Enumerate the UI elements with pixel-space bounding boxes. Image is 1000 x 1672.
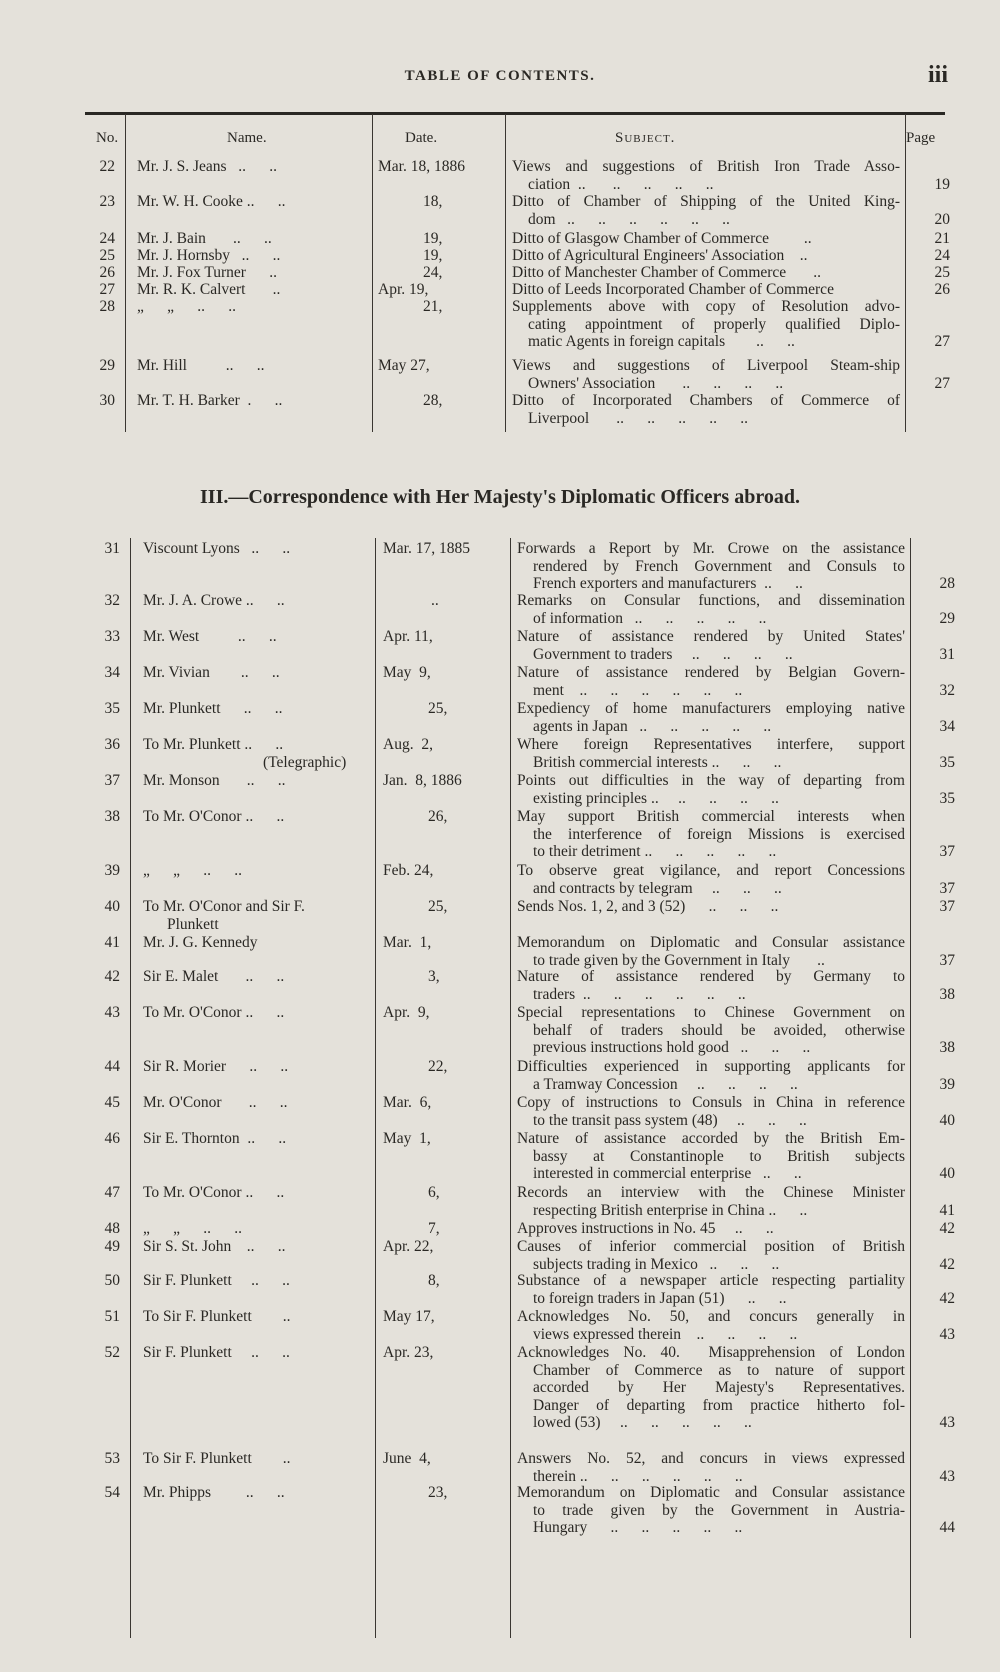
entry-subject-line: dom .. .. .. .. .. .. <box>528 210 730 228</box>
entry-number: 47 <box>104 1184 120 1201</box>
entry-date: 19, <box>423 247 443 264</box>
column-rule <box>510 538 511 1638</box>
entry-date: Feb. 24, <box>383 862 434 879</box>
entry-date: 18, <box>423 193 443 210</box>
entry-page: 32 <box>939 681 955 699</box>
entry-subject-line: Ditto of Glasgow Chamber of Commerce .. <box>512 230 812 247</box>
column-rule <box>905 114 906 432</box>
entry-number: 28 <box>99 298 115 315</box>
entry-date: 25, <box>428 898 448 915</box>
entry-page: 37 <box>939 843 955 860</box>
entry-date: .. <box>431 592 439 609</box>
entry-date: Jan. 8, 1886 <box>383 772 462 789</box>
entry-subject-line: lowed (53) .. .. .. .. .. <box>533 1414 752 1431</box>
entry-number: 25 <box>99 247 115 264</box>
column-header-date: Date. <box>405 130 438 146</box>
entry-subject-line: Chamber of Commerce as to nature of support <box>533 1361 905 1379</box>
entry-subject-line: Memorandum on Diplomatic and Consular assistance <box>517 1484 905 1501</box>
entry-name: Sir S. St. John .. .. <box>143 1238 286 1255</box>
entry-page: 38 <box>939 1039 955 1056</box>
entry-date: May 17, <box>383 1308 435 1325</box>
entry-number: 37 <box>104 772 120 789</box>
entry-date: 26, <box>428 808 448 825</box>
entry-number: 43 <box>104 1004 120 1021</box>
entry-subject-line: subjects trading in Mexico .. .. .. <box>533 1255 780 1273</box>
entry-page: 27 <box>934 333 950 350</box>
entry-date: Mar. 1, <box>383 934 432 951</box>
entry-name: Mr. J. Fox Turner .. <box>137 264 277 281</box>
entry-subject-line: rendered by French Government and Consuls to <box>533 557 905 575</box>
entry-subject-line: Where foreign Representatives interfere, support <box>517 736 905 753</box>
entry-number: 42 <box>104 968 120 985</box>
entry-number: 24 <box>99 230 115 247</box>
entry-subject-line: Ditto of Chamber of Shipping of the United King- <box>512 193 900 210</box>
entry-subject-line: the interference of foreign Missions is exercised <box>533 825 905 843</box>
entry-number: 44 <box>104 1058 120 1075</box>
entry-name: Mr. J. A. Crowe .. .. <box>143 592 285 609</box>
entry-name: „ „ .. .. <box>137 298 237 315</box>
entry-subject-line: bassy at Constantinople to British subjects <box>533 1147 905 1165</box>
entry-subject-line: Nature of assistance rendered by Germany to <box>517 968 905 985</box>
entry-subject-line: Views and suggestions of Liverpool Steam-ship <box>512 357 900 374</box>
entry-subject-line: and contracts by telegram .. .. .. <box>533 879 782 897</box>
entry-name: To Mr. O'Conor .. .. <box>143 808 285 825</box>
column-header-subject: Subject. <box>615 130 676 146</box>
entry-number: 46 <box>104 1130 120 1147</box>
entry-name-continued: (Telegraphic) <box>263 753 347 771</box>
column-header-name: Name. <box>227 130 267 146</box>
entry-subject-line: Approves instructions in No. 45 .. .. <box>517 1220 774 1237</box>
entry-name: To Mr. Plunkett .. .. <box>143 736 284 753</box>
entry-number: 41 <box>104 934 120 951</box>
entry-date: 23, <box>428 1484 448 1501</box>
entry-page: 26 <box>934 281 950 298</box>
entry-subject-line: Supplements above with copy of Resolution advo- <box>512 298 900 315</box>
entry-number: 29 <box>99 357 115 374</box>
entry-subject-line: a Tramway Concession .. .. .. .. <box>533 1075 798 1093</box>
entry-name: Mr. Vivian .. .. <box>143 664 280 681</box>
entry-subject-line: Acknowledges No. 50, and concurs generally in <box>517 1308 905 1325</box>
entry-page: 19 <box>934 175 950 193</box>
entry-subject-line: Government to traders .. .. .. .. <box>533 645 793 663</box>
entry-number: 26 <box>99 264 115 281</box>
entry-name: Mr. J. G. Kennedy <box>143 934 258 951</box>
entry-number: 35 <box>104 700 120 717</box>
entry-page: 43 <box>939 1325 955 1343</box>
column-header-page: Page <box>906 130 936 146</box>
entry-date: 3, <box>428 968 440 985</box>
entry-name: Viscount Lyons .. .. <box>143 540 291 557</box>
entry-number: 27 <box>99 281 115 298</box>
column-rule <box>125 114 126 432</box>
entry-subject-line: cating appointment of properly qualified Diplo- <box>528 315 900 333</box>
entry-subject-line: Nature of assistance rendered by United States' <box>517 628 905 645</box>
entry-page: 39 <box>939 1075 955 1093</box>
entry-date: Apr. 9, <box>383 1004 430 1021</box>
entry-number: 49 <box>104 1238 120 1255</box>
entry-subject-line: respecting British enterprise in China .. .. <box>533 1201 808 1219</box>
entry-subject-line: to their detriment .. .. .. .. .. <box>533 843 777 860</box>
entry-subject-line: Ditto of Incorporated Chambers of Commerce of <box>512 392 900 409</box>
entry-page: 42 <box>939 1289 955 1307</box>
entry-subject-line: Nature of assistance accorded by the British Em- <box>517 1130 905 1147</box>
entry-number: 53 <box>104 1450 120 1467</box>
entry-page: 31 <box>939 645 955 663</box>
entry-date: Mar. 18, 1886 <box>378 158 465 175</box>
entry-subject-line: Substance of a newspaper article respecting partiality <box>517 1272 905 1289</box>
entry-subject-line: To observe great vigilance, and report Concessions <box>517 862 905 879</box>
entry-date: 24, <box>423 264 443 281</box>
entry-name: Sir F. Plunkett .. .. <box>143 1272 290 1289</box>
entry-name: Mr. West .. .. <box>143 628 277 645</box>
entry-date: Apr. 22, <box>383 1238 434 1255</box>
entry-number: 34 <box>104 664 120 681</box>
entry-date: Mar. 6, <box>383 1094 432 1111</box>
entry-number: 40 <box>104 898 120 915</box>
entry-subject-line: Ditto of Agricultural Engineers' Association .. <box>512 247 808 264</box>
entry-subject-line: to trade given by the Government in Italy .. <box>533 951 825 969</box>
entry-page: 27 <box>934 374 950 392</box>
entry-subject-line: agents in Japan .. .. .. .. .. <box>533 717 772 735</box>
column-header-no: No. <box>96 130 119 146</box>
entry-subject-line: existing principles .. .. .. .. .. <box>533 789 779 807</box>
entry-name: Mr. W. H. Cooke .. .. <box>137 193 286 210</box>
entry-subject-line: Ditto of Leeds Incorporated Chamber of Commerce <box>512 281 834 298</box>
entry-page: 35 <box>939 789 955 807</box>
entry-subject-line: interested in commercial enterprise .. .. <box>533 1165 802 1182</box>
entry-page: 37 <box>939 898 955 915</box>
entry-subject-line: matic Agents in foreign capitals .. .. <box>528 333 795 350</box>
entry-page: 25 <box>934 264 950 281</box>
entry-date: 25, <box>428 700 448 717</box>
entry-number: 54 <box>104 1484 120 1501</box>
entry-name: Mr. R. K. Calvert .. <box>137 281 281 298</box>
entry-subject-line: Forwards a Report by Mr. Crowe on the assistance <box>517 540 905 557</box>
entry-date: 7, <box>428 1220 440 1237</box>
entry-page: 37 <box>939 879 955 897</box>
entry-page: 37 <box>939 951 955 969</box>
entry-page: 40 <box>939 1165 955 1182</box>
entry-page: 24 <box>934 247 950 264</box>
entry-name: Mr. Phipps .. .. <box>143 1484 285 1501</box>
entry-number: 36 <box>104 736 120 753</box>
entry-date: May 9, <box>383 664 431 681</box>
entry-subject-line: therein .. .. .. .. .. .. <box>533 1467 743 1485</box>
entry-number: 39 <box>104 862 120 879</box>
entry-date: 19, <box>423 230 443 247</box>
entry-name: To Sir F. Plunkett .. <box>143 1450 291 1467</box>
entry-name: Mr. Hill .. .. <box>137 357 265 374</box>
entry-subject-line: Records an interview with the Chinese Minister <box>517 1184 905 1201</box>
running-head <box>0 62 1000 90</box>
entry-subject-line: Owners' Association .. .. .. .. <box>528 374 784 392</box>
entry-subject-line: May support British commercial interests when <box>517 808 905 825</box>
column-rule <box>372 114 373 432</box>
entry-subject-line: French exporters and manufacturers .. .. <box>533 575 803 592</box>
entry-date: 8, <box>428 1272 440 1289</box>
entry-number: 33 <box>104 628 120 645</box>
page-number: iii <box>927 62 948 88</box>
entry-subject-line: Difficulties experienced in supporting applicants for <box>517 1058 905 1075</box>
entry-subject-line: Points out difficulties in the way of departing from <box>517 772 905 789</box>
entry-number: 31 <box>104 540 120 557</box>
entry-page: 29 <box>939 609 955 627</box>
entry-subject-line: ment .. .. .. .. .. .. <box>533 681 743 699</box>
entry-name: Sir R. Morier .. .. <box>143 1058 289 1075</box>
entry-page: 20 <box>934 210 950 228</box>
section-title: III.—Correspondence with Her Majesty's Diplomatic Officers abroad. <box>200 486 800 508</box>
entry-name: Sir E. Thornton .. .. <box>143 1130 287 1147</box>
entry-subject-line: to the transit pass system (48) .. .. .. <box>533 1111 807 1129</box>
entry-number: 48 <box>104 1220 120 1237</box>
entry-number: 45 <box>104 1094 120 1111</box>
entry-subject-line: British commercial interests .. .. .. <box>533 753 782 771</box>
entry-date: June 4, <box>383 1450 431 1467</box>
entry-page: 43 <box>939 1467 955 1485</box>
entry-number: 32 <box>104 592 120 609</box>
entry-date: Apr. 11, <box>383 628 433 645</box>
entry-number: 23 <box>99 193 115 210</box>
entry-page: 28 <box>939 575 955 592</box>
entry-date: 28, <box>423 392 443 409</box>
entry-number: 51 <box>104 1308 120 1325</box>
entry-subject-line: Answers No. 52, and concurs in views expressed <box>517 1450 905 1467</box>
entry-subject-line: of information .. .. .. .. .. <box>533 609 767 627</box>
entry-subject-line: to foreign traders in Japan (51) .. .. <box>533 1289 787 1307</box>
entry-name: To Mr. O'Conor .. .. <box>143 1184 285 1201</box>
entry-date: 21, <box>423 298 443 315</box>
entry-number: 50 <box>104 1272 120 1289</box>
entry-subject-line: accorded by Her Majesty's Representatives. <box>533 1379 905 1396</box>
entry-subject-line: Copy of instructions to Consuls in China in reference <box>517 1094 905 1111</box>
entry-subject-line: previous instructions hold good .. .. .. <box>533 1039 811 1056</box>
column-rule <box>505 114 506 432</box>
entry-page: 35 <box>939 753 955 771</box>
entry-date: May 27, <box>378 357 430 374</box>
entry-subject-line: Liverpool .. .. .. .. .. <box>528 409 748 427</box>
entry-page: 44 <box>939 1519 955 1536</box>
column-rule <box>375 538 376 1638</box>
entry-name: Mr. J. Hornsby .. .. <box>137 247 281 264</box>
entry-page: 21 <box>934 230 950 247</box>
entry-name: Mr. O'Conor .. .. <box>143 1094 288 1111</box>
entry-page: 43 <box>939 1414 955 1431</box>
entry-subject-line: views expressed therein .. .. .. .. <box>533 1325 798 1343</box>
entry-name-continued: Plunkett <box>167 915 219 933</box>
entry-subject-line: to trade given by the Government in Austria- <box>533 1501 905 1519</box>
entry-name: Mr. Plunkett .. .. <box>143 700 283 717</box>
entry-name: „ „ .. .. <box>143 1220 243 1237</box>
entry-name: Mr. J. S. Jeans .. .. <box>137 158 277 175</box>
column-rule <box>130 538 131 1638</box>
entry-name: Mr. Monson .. .. <box>143 772 286 789</box>
entry-page: 41 <box>939 1201 955 1219</box>
entry-subject-line: ciation .. .. .. .. .. <box>528 175 714 193</box>
entry-subject-line: Views and suggestions of British Iron Trade Asso- <box>512 158 900 175</box>
entry-subject-line: Hungary .. .. .. .. .. <box>533 1519 743 1536</box>
entry-name: Sir F. Plunkett .. .. <box>143 1344 290 1361</box>
entry-date: Mar. 17, 1885 <box>383 540 470 557</box>
entry-subject-line: Remarks on Consular functions, and dissemination <box>517 592 905 609</box>
entry-date: May 1, <box>383 1130 431 1147</box>
entry-subject-line: Special representations to Chinese Government on <box>517 1004 905 1021</box>
entry-subject-line: behalf of traders should be avoided, otherwise <box>533 1021 905 1039</box>
entry-page: 34 <box>939 717 955 735</box>
entry-date: Apr. 19, <box>378 281 429 298</box>
column-rule <box>910 538 911 1638</box>
entry-date: 6, <box>428 1184 440 1201</box>
entry-subject-line: Memorandum on Diplomatic and Consular assistance <box>517 934 905 951</box>
entry-subject-line: Acknowledges No. 40. Misapprehension of London <box>517 1344 905 1361</box>
entry-subject-line: Ditto of Manchester Chamber of Commerce .. <box>512 264 822 281</box>
entry-name: „ „ .. .. <box>143 862 243 879</box>
page-title: TABLE OF CONTENTS. <box>404 68 596 84</box>
entry-subject-line: Sends Nos. 1, 2, and 3 (52) .. .. .. <box>517 898 779 915</box>
entry-date: Apr. 23, <box>383 1344 434 1361</box>
entry-page: 40 <box>939 1111 955 1129</box>
entry-subject-line: Causes of inferior commercial position of British <box>517 1238 905 1255</box>
entry-number: 22 <box>99 158 115 175</box>
entry-name: To Sir F. Plunkett .. <box>143 1308 291 1325</box>
entry-subject-line: Nature of assistance rendered by Belgian Govern- <box>517 664 905 681</box>
entry-name: Mr. J. Bain .. .. <box>137 230 272 247</box>
entry-subject-line: traders .. .. .. .. .. .. <box>533 985 746 1003</box>
entry-page: 38 <box>939 985 955 1003</box>
top-rule <box>85 112 945 115</box>
entry-date: 22, <box>428 1058 448 1075</box>
entry-page: 42 <box>939 1220 955 1237</box>
entry-name: To Mr. O'Conor .. .. <box>143 1004 285 1021</box>
entry-number: 30 <box>99 392 115 409</box>
entry-subject-line: Expediency of home manufacturers employing native <box>517 700 905 717</box>
entry-name: Sir E. Malet .. .. <box>143 968 285 985</box>
entry-number: 52 <box>104 1344 120 1361</box>
entry-page: 42 <box>939 1255 955 1273</box>
entry-number: 38 <box>104 808 120 825</box>
entry-name: To Mr. O'Conor and Sir F. <box>143 898 305 915</box>
entry-name: Mr. T. H. Barker . .. <box>137 392 283 409</box>
entry-subject-line: Danger of departing from practice hitherto fol- <box>533 1396 905 1414</box>
entry-date: Aug. 2, <box>383 736 433 753</box>
